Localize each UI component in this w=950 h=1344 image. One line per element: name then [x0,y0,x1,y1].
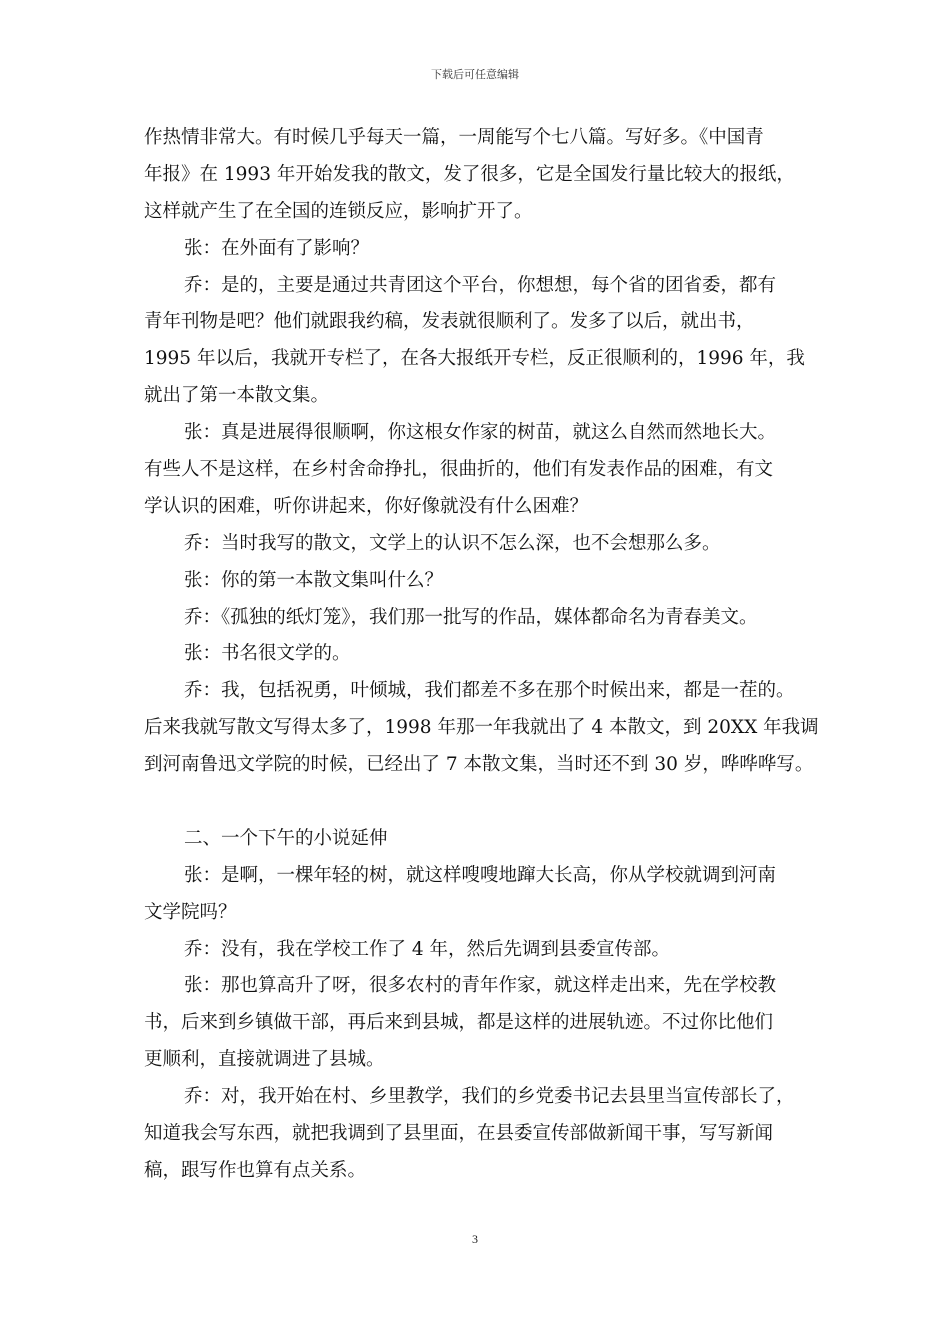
paragraph-first-line: 张：书名很文学的。 [184,643,351,665]
text-line: 稿，跟写作也算有点关系。 [144,1159,367,1181]
text-line: 年报》在 1993 年开始发我的散文，发了很多，它是全国发行量比较大的报纸， [144,163,795,185]
paragraph-first-line: 乔：没有，我在学校工作了 4 年，然后先调到县委宣传部。 [184,938,671,960]
document-body [144,120,819,1190]
paragraph-first-line: 张：是啊，一棵年轻的树，就这样嗖嗖地蹿大长高，你从学校就调到河南 [184,864,777,886]
paragraph-first-line: 张：真是进展得很顺啊，你这根女作家的树苗，就这么自然而然地长大。 [184,422,777,444]
page-header: 下载后可任意编辑 [431,68,519,81]
text-line: 知道我会写东西，就把我调到了县里面，在县委宣传部做新闻干事，写写新闻 [144,1123,774,1145]
paragraph-first-line: 乔：当时我写的散文，文学上的认识不怎么深，也不会想那么多。 [184,532,721,554]
paragraph-spacer [144,784,816,821]
paragraph-first-line: 张：那也算高升了呀，很多农村的青年作家，就这样走出来，先在学校教 [184,975,777,997]
text-line: 书，后来到乡镇做干部，再后来到县城，都是这样的进展轨迹。不过你比他们 [144,1012,774,1034]
page-number: 3 [472,1232,478,1246]
paragraph-first-line: 乔：我，包括祝勇，叶倾城，我们都差不多在那个时候出来，都是一茬的。 [184,680,795,702]
paragraph-first-line: 二、一个下午的小说延伸 [184,827,388,849]
paragraph-first-line: 乔：《孤独的纸灯笼》，我们那一批写的作品，媒体都命名为青春美文。 [184,606,758,628]
text-line: 到河南鲁迅文学院的时候，已经出了 7 本散文集，当时还不到 30 岁，哗哗哗写。 [144,754,814,776]
text-line: 1995 年以后，我就开专栏了，在各大报纸开专栏，反正很顺利的，1996 年，我 [144,348,805,370]
paragraph-first-line: 张：在外面有了影响？ [184,237,370,259]
text-line: 就出了第一本散文集。 [144,385,330,407]
text-line: 更顺利，直接就调进了县城。 [144,1049,385,1071]
text-line: 后来我就写散文写得太多了，1998 年那一年我就出了 4 本散文，到 20XX 年我调 [144,717,819,739]
text-line: 青年刊物是吧？他们就跟我约稿，发表就很顺利了。发多了以后，就出书， [144,311,755,333]
text-line: 学认识的困难，听你讲起来，你好像就没有什么困难？ [144,495,589,517]
text-line: 这样就产生了在全国的连锁反应，影响扩开了。 [144,200,533,222]
text-line: 文学院吗？ [144,901,237,923]
text-line: 作热情非常大。有时候几乎每天一篇，一周能写个七八篇。写好多。《中国青 [144,127,764,148]
text-line: 有些人不是这样，在乡村舍命挣扎，很曲折的，他们有发表作品的困难，有文 [144,459,774,481]
paragraph-first-line: 张：你的第一本散文集叫什么？ [184,569,444,591]
paragraph-first-line: 乔：是的，主要是通过共青团这个平台，你想想，每个省的团省委，都有 [184,274,777,296]
paragraph-first-line: 乔：对，我开始在村、乡里教学，我们的乡党委书记去县里当宣传部长了， [184,1086,795,1108]
